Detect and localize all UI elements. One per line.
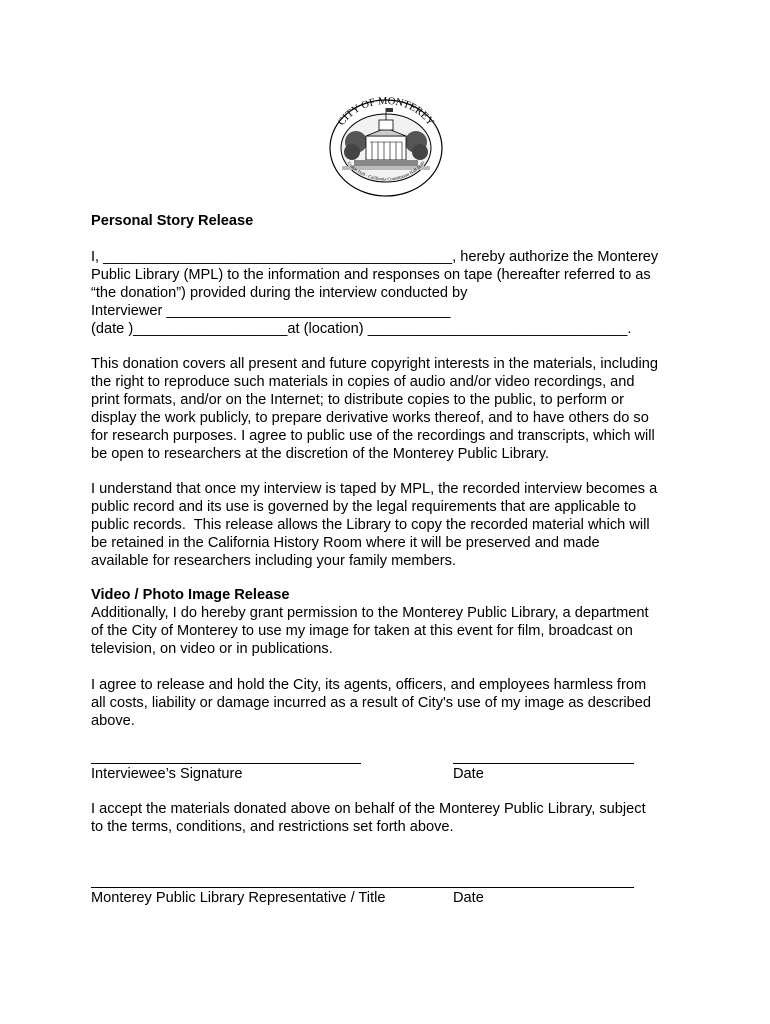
interviewee-date-label: Date [453,766,484,782]
video-release-paragraph [91,604,691,658]
representative-signature-label: Monterey Public Library Representative / Title [91,890,386,906]
paragraph-line: to the terms, conditions, and restrictions set forth above. [91,819,454,835]
paragraph-line: This donation covers all present and future copyright interests in the materials, including [91,356,659,372]
document-title: Personal Story Release [91,213,254,229]
paragraph-line: television, on video or in publications. [91,641,333,657]
representative-signature-line[interactable] [91,887,634,888]
public-record-paragraph [91,480,691,570]
seal-arc-text: CITY OF MONTEREY [336,95,436,128]
paragraph-line: all costs, liability or damage incurred as a result of City's use of my image as described [91,695,652,711]
interviewer-field[interactable]: Interviewer ___________________________________ [91,303,451,319]
interviewee-signature-label: Interviewee’s Signature [91,766,243,782]
intro-line[interactable]: I, ___________________________________________, hereby authorize the Monterey [91,249,659,265]
paragraph-line: available for researchers including your family members. [91,553,456,569]
city-seal-logo [322,90,450,200]
paragraph-line: Additionally, I do hereby grant permission to the Monterey Public Library, a department [91,605,649,621]
paragraph-line: for research purposes. I agree to public use of the recordings and transcripts, which will [91,428,655,444]
paragraph-line: print formats, and/or on the Internet; to distribute copies to the public, to perform or [91,392,624,408]
hold-harmless-paragraph [91,676,691,730]
seal-bottom-text: Colton Hall · California Constitution Hall 1849 [346,160,426,182]
representative-date-label: Date [453,890,484,906]
paragraph-line: be retained in the California History Room where it will be preserved and made [91,535,600,551]
paragraph-line: the right to reproduce such materials in copies of audio and/or video recordings, and [91,374,635,390]
paragraph-line: of the City of Monterey to use my image for taken at this event for film, broadcast on [91,623,633,639]
copyright-paragraph [91,355,691,463]
acceptance-paragraph [91,800,691,836]
intro-line: Public Library (MPL) to the information and responses on tape (hereafter referred to as [91,267,651,283]
video-release-heading: Video / Photo Image Release [91,587,290,603]
paragraph-line: display the work publicly, to prepare derivative works thereof, and to have others do so [91,410,649,426]
paragraph-line: be open to researchers at the discretion of the Monterey Public Library. [91,446,550,462]
paragraph-line: I understand that once my interview is taped by MPL, the recorded interview becomes a [91,481,658,497]
interviewee-signature-line[interactable] [91,763,361,764]
paragraph-line: public records. This release allows the Library to copy the recorded material which will [91,517,650,533]
intro-line: “the donation”) provided during the interview conducted by [91,285,468,301]
intro-paragraph [91,248,691,338]
paragraph-line: I agree to release and hold the City, its agents, officers, and employees harmless from [91,677,647,693]
paragraph-line: above. [91,713,135,729]
date-location-field[interactable]: (date )___________________at (location) ________________________________. [91,321,632,337]
paragraph-line: public record and its use is governed by the legal requirements that are applicable to [91,499,637,515]
interviewee-date-line[interactable] [453,763,634,764]
paragraph-line: I accept the materials donated above on behalf of the Monterey Public Library, subject [91,801,646,817]
